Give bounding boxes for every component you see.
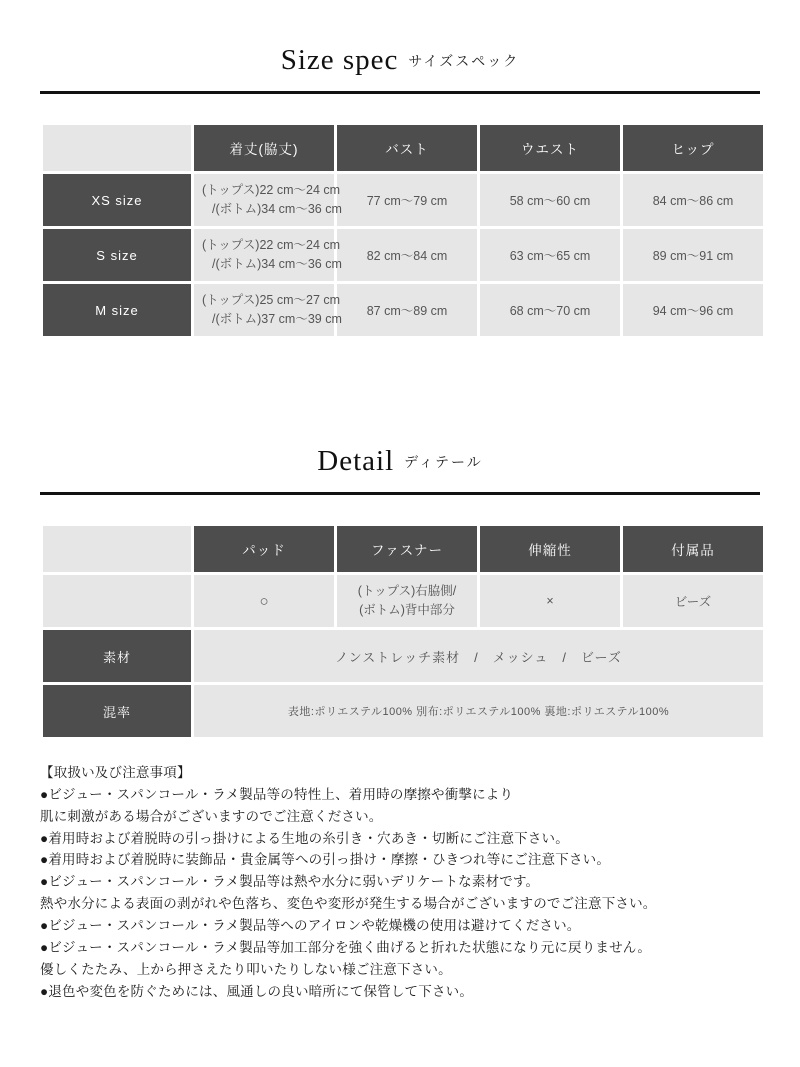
table-row [43,575,763,627]
size-spec-title-jp: サイズスペック [408,52,520,69]
care-note-line: ●ビジュー・スパンコール・ラメ製品等加工部分を強く曲げると折れた状態になり元に戻りません。 [40,939,652,955]
care-note-line: ●ビジュー・スパンコール・ラメ製品等は熱や水分に弱いデリケートな素材です。 [40,874,540,890]
cell-s-hip: 89 cm～91 cm [623,229,763,281]
cell-blend-value: 表地:ポリエステル100% 別布:ポリエステル100% 裏地:ポリエステル100% [194,685,763,737]
table-header-row [43,125,763,171]
care-note-line: 優しくたたみ、上から押さえたり叩いたりしない様ご注意下さい。 [40,961,452,977]
cell-accessory-value: ビーズ [623,575,763,627]
care-note-line: ●退色や変色を防ぐためには、風通しの良い暗所にて保管して下さい。 [40,983,474,999]
cell-stretch-value: × [480,575,620,627]
care-note-line: ●着用時および着脱時の引っ掛けによる生地の糸引き・穴あき・切断にご注意下さい。 [40,830,569,846]
cell-xs-hip: 84 cm～86 cm [623,174,763,226]
row-header-material: 素材 [43,630,191,682]
cell-material-value: ノンストレッチ素材 / メッシュ / ビーズ [194,630,763,682]
column-header-hip: ヒップ [623,125,763,171]
care-note-line: 肌に刺激がある場合がございますのでご注意ください。 [40,808,383,824]
column-header-bust: バスト [337,125,477,171]
cell-xs-length-bottom: /(ボトム)34 cm～36 cm [212,202,342,216]
cell-xs-bust: 77 cm～79 cm [337,174,477,226]
cell-m-length-bottom: /(ボトム)37 cm～39 cm [212,312,342,326]
detail-title-jp: ディテール [404,453,483,470]
cell-s-waist: 63 cm～65 cm [480,229,620,281]
detail-title-en: Detail [317,445,395,477]
column-header-accessory: 付属品 [623,526,763,572]
column-header-zipper: ファスナー [337,526,477,572]
circle-mark-icon: ○ [259,592,269,610]
row-header-s: S size [43,229,191,281]
size-spec-table [40,122,766,339]
cell-s-length-top: (トップス)22 cm～24 cm [202,237,341,252]
cell-s-bust: 82 cm～84 cm [337,229,477,281]
cell-s-length [194,229,342,281]
cell-zipper-line2: (ボトム)背中部分 [359,603,455,617]
cell-zipper-value [337,575,477,627]
cell-m-length-top: (トップス)25 cm～27 cm [202,292,341,307]
care-note-line: ●着用時および着脱時に装飾品・貴金属等への引っ掛け・摩擦・ひきつれ等にご注意下さい。 [40,852,611,868]
table-header-row [43,526,763,572]
cell-zipper-line1: (トップス)右脇側/ [357,583,457,598]
care-notes-title: 【取扱い及び注意事項】 [40,765,191,780]
header-corner-blank [43,125,191,171]
cell-xs-length-top: (トップス)22 cm～24 cm [202,182,341,197]
table-row-blend [43,685,763,737]
care-notes [40,762,760,1002]
table-row [43,174,763,226]
column-header-waist: ウエスト [480,125,620,171]
section-gap [40,339,760,401]
size-spec-heading [40,0,760,77]
column-header-pad: パッド [194,526,334,572]
detail-heading [40,401,760,478]
size-spec-title-en: Size spec [280,44,399,76]
care-note-line: 熱や水分による表面の剥がれや色落ち、変色や変形が発生する場合がございますのでご注意下さい。 [40,896,657,912]
cell-pad-value [194,575,334,627]
size-spec-divider [40,91,760,94]
cell-m-waist: 68 cm～70 cm [480,284,620,336]
column-header-stretch: 伸縮性 [480,526,620,572]
cell-xs-length [194,174,342,226]
detail-row-blank [43,575,191,627]
cell-m-length [194,284,342,336]
cell-m-hip: 94 cm～96 cm [623,284,763,336]
detail-header-corner-blank [43,526,191,572]
detail-divider [40,492,760,495]
care-note-line: ●ビジュー・スパンコール・ラメ製品等の特性上、着用時の摩擦や衝撃により [40,786,514,802]
cell-m-bust: 87 cm～89 cm [337,284,477,336]
row-header-blend: 混率 [43,685,191,737]
row-header-xs: XS size [43,174,191,226]
cell-s-length-bottom: /(ボトム)34 cm～36 cm [212,257,342,271]
table-row [43,284,763,336]
cell-xs-waist: 58 cm～60 cm [480,174,620,226]
table-row-material [43,630,763,682]
column-header-length: 着丈(脇丈) [194,125,334,171]
row-header-m: M size [43,284,191,336]
table-row [43,229,763,281]
care-note-line: ●ビジュー・スパンコール・ラメ製品等へのアイロンや乾燥機の使用は避けてください。 [40,918,581,934]
detail-table [40,523,766,740]
